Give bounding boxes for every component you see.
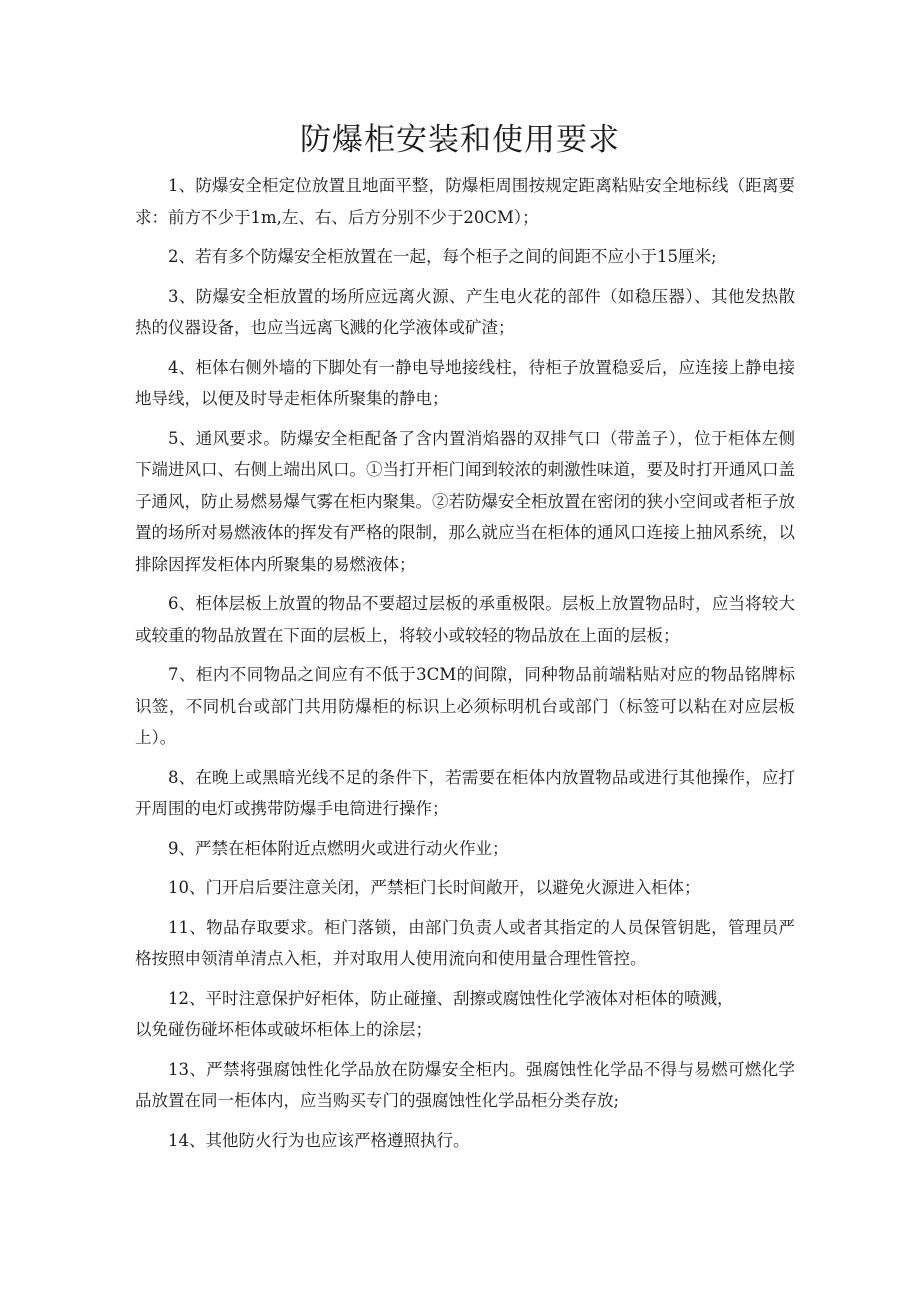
paragraph-8: 8、在晚上或黑暗光线不足的条件下，若需要在柜体内放置物品或进行其他操作，应打开周围的电灯或携带防爆手电筒进行操作； (135, 767, 795, 818)
paragraph-4: 4、柜体右侧外墙的下脚处有一静电导地接线柱，待柜子放置稳妥后，应连接上静电接地导线，以便及时导走柜体所聚集的静电； (135, 357, 795, 408)
paragraph-10: 10、门开启后要注意关闭，严禁柜门长时间敞开，以避免火源进入柜体； (168, 878, 701, 897)
paragraph-1: 1、防爆安全柜定位放置且地面平整，防爆柜周围按规定距离粘贴安全地标线（距离要求：前方不少于1m,左、右、后方分别不少于20CM）； (135, 176, 795, 227)
paragraph-13: 13、严禁将强腐蚀性化学品放在防爆安全柜内。强腐蚀性化学品不得与易燃可燃化学品放置在同一柜体内，应当购买专门的强腐蚀性化学品柜分类存放; (135, 1059, 795, 1110)
paragraph-6: 6、柜体层板上放置的物品不要超过层板的承重极限。层板上放置物品时，应当将较大或较重的物品放置在下面的层板上，将较小或较轻的物品放在上面的层板； (135, 594, 795, 645)
paragraph-12: 12、平时注意保护好柜体，防止碰撞、刮擦或腐蚀性化学液体对柜体的喷溅， (168, 988, 734, 1008)
paragraph-14: 14、其他防火行为也应该严格遵照执行。 (168, 1130, 470, 1150)
paragraph-7: 7、柜内不同物品之间应有不低于3CM的间隙，同种物品前端粘贴对应的物品铭牌标识签，不同机台或部门共用防爆柜的标识上必须标明机台或部门（标签可以粘在对应层板上）。 (135, 665, 795, 747)
document-body (135, 170, 795, 1164)
document-title: 防爆柜安装和使用要求 (300, 122, 620, 158)
paragraph-5: 5、通风要求。防爆安全柜配备了含内置消焰器的双排气口（带盖子），位于柜体左侧下端进风口、右侧上端出风口。①当打开柜门闻到较浓的刺激性味道，要及时打开通风口盖子通风，防止易燃易爆气雾在柜内聚集。②若防爆安全柜放置在密闭的狭小空间或者柜子放置的场所对易燃液体的挥发有严格的限制，那么就应当在柜体的通风口连接上抽风系统，以排除因挥发柜体内所聚集的易燃液体； (135, 428, 795, 574)
paragraph-3: 3、防爆安全柜放置的场所应远离火源、产生电火花的部件（如稳压器）、其他发热散热的仪器设备，也应当远离飞溅的化学液体或矿渣； (135, 286, 795, 337)
paragraph-11: 11、物品存取要求。柜门落锁，由部门负责人或者其指定的人员保管钥匙，管理员严格按照申领清单清点入柜，并对取用人使用流向和使用量合理性管控。 (135, 917, 795, 968)
paragraph-12-continuation: 以免碰伤碰坏柜体或破坏柜体上的涂层； (135, 1020, 432, 1039)
paragraph-2: 2、若有多个防爆安全柜放置在一起，每个柜子之间的间距不应小于15厘米; (168, 247, 717, 266)
paragraph-9: 9、严禁在柜体附近点燃明火或进行动火作业； (168, 838, 509, 858)
